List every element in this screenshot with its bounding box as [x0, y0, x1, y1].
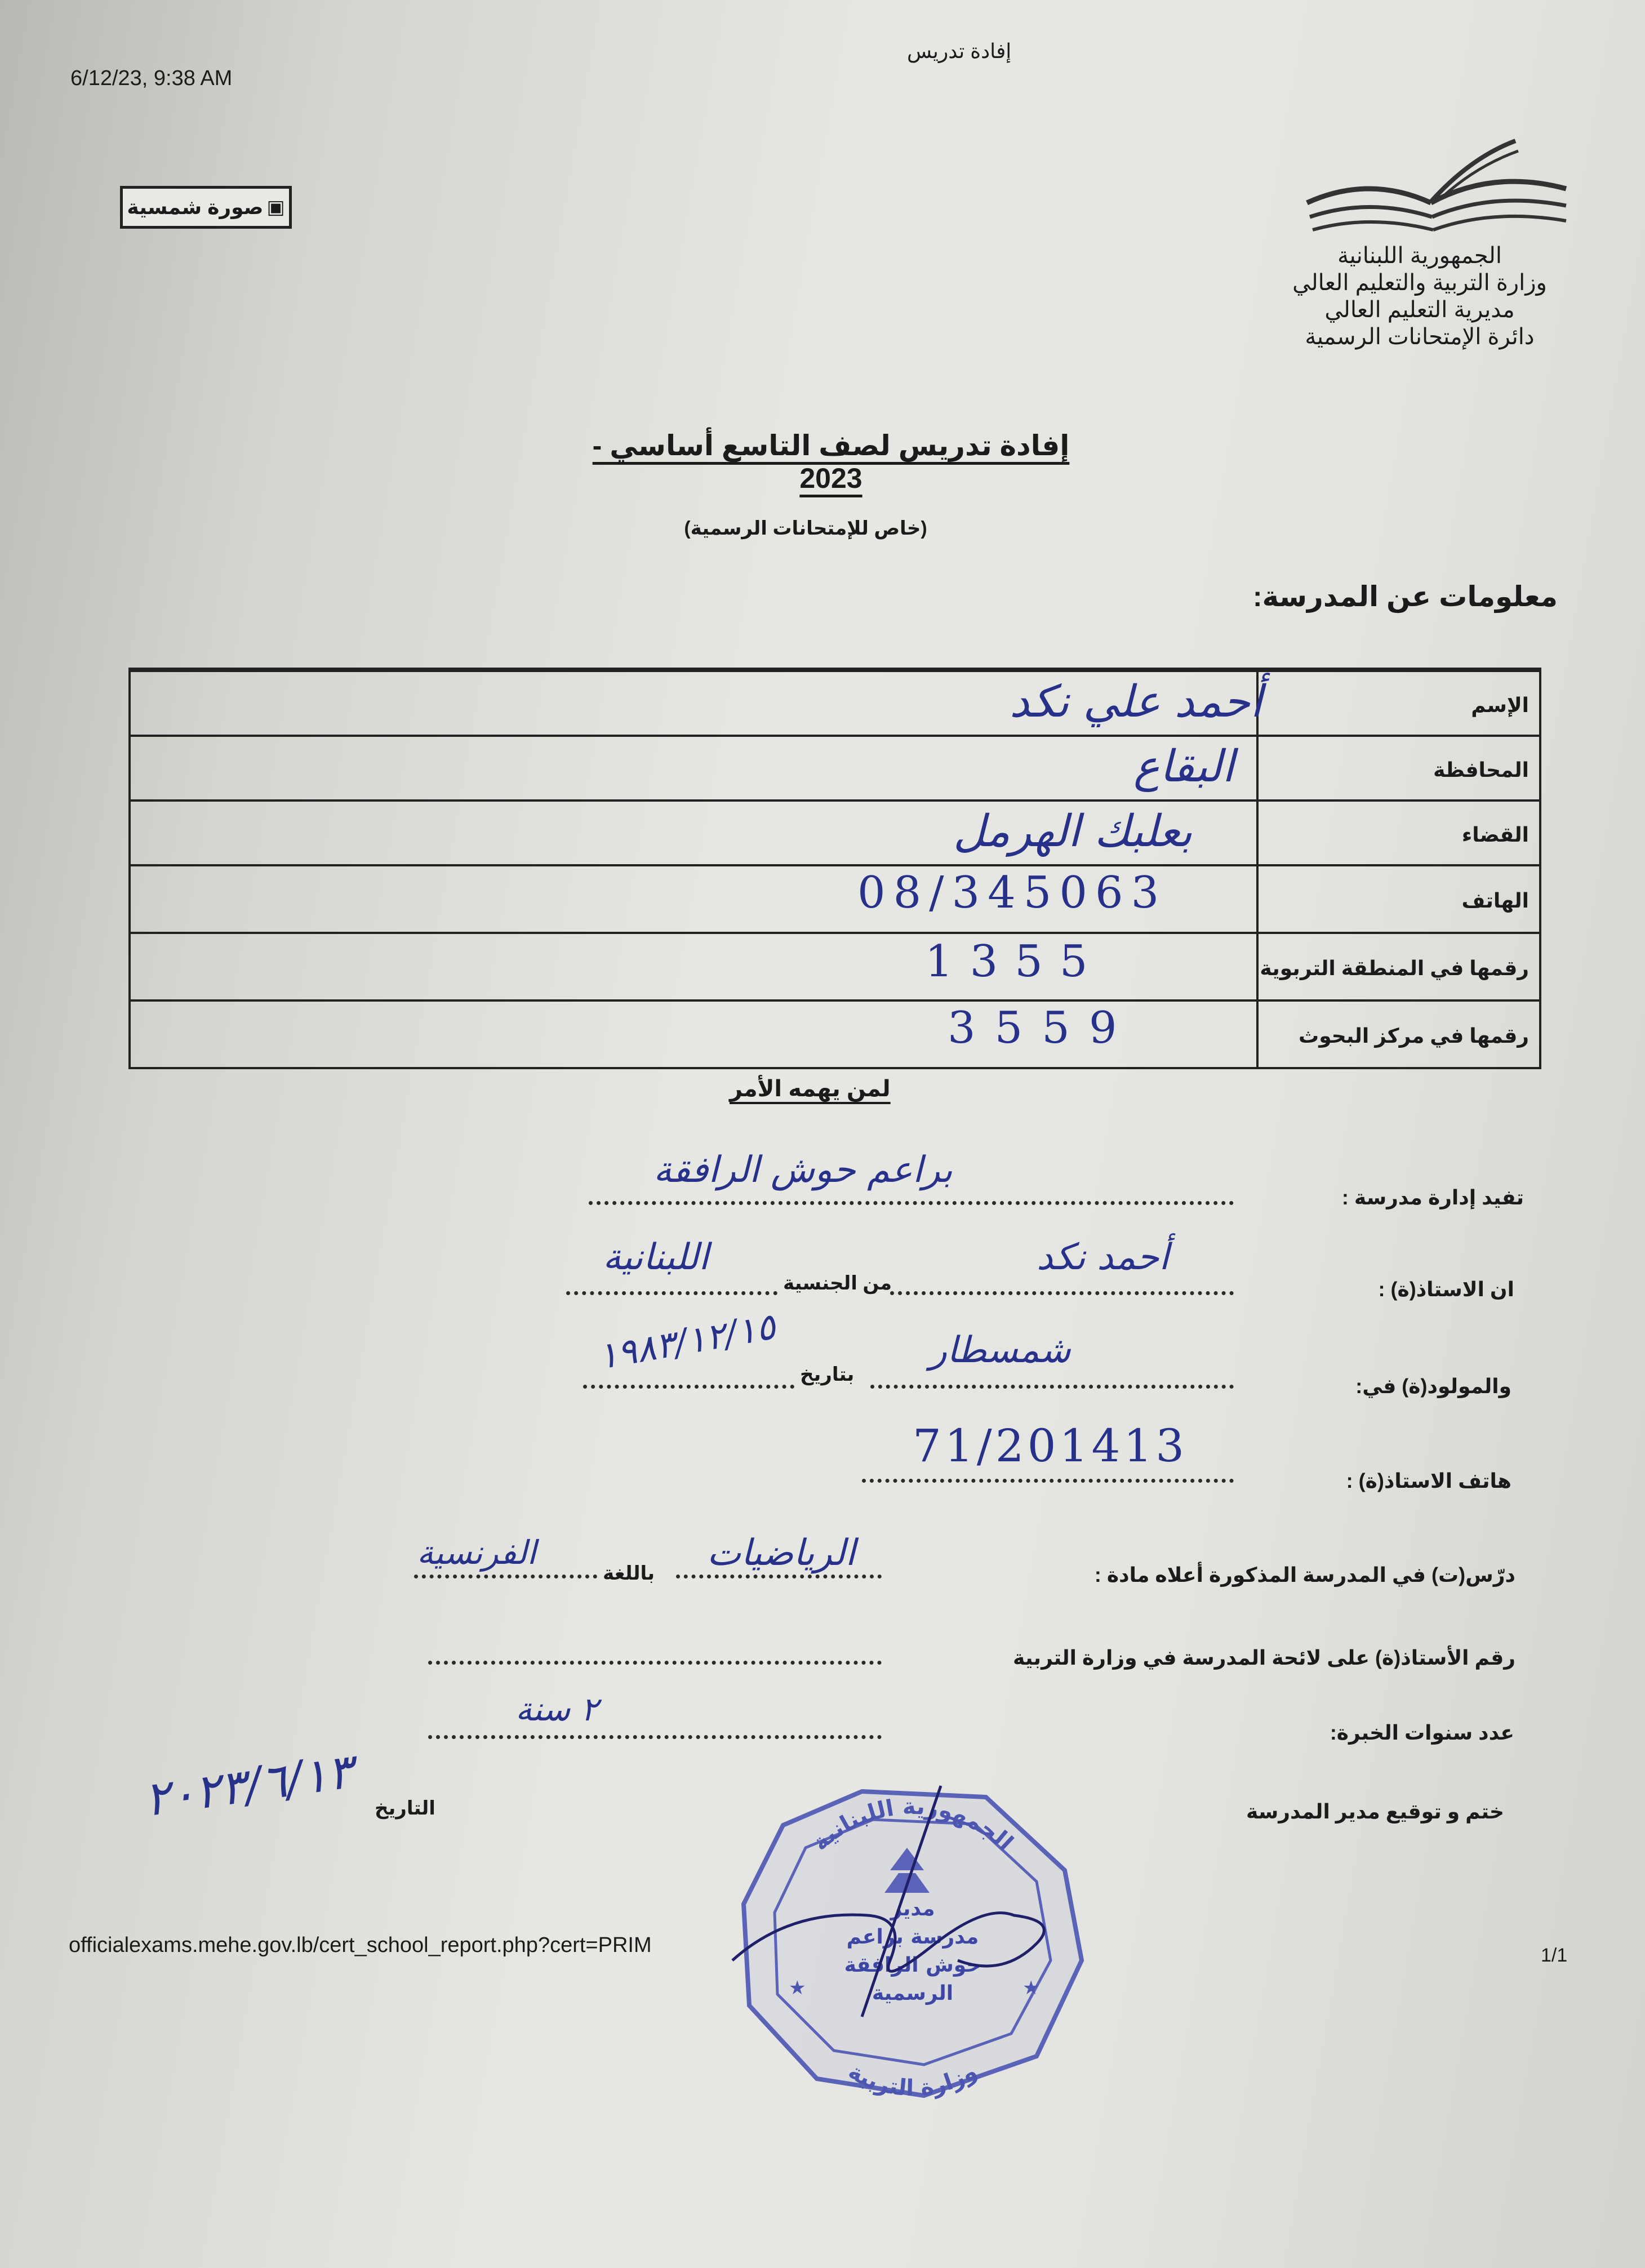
signed-date-value: ٢٠٢٣/٦/١٣ [140, 1743, 357, 1827]
row-value-district: بعلبك الهرمل [953, 806, 1193, 857]
experience-line [428, 1735, 882, 1739]
language-line [414, 1575, 597, 1578]
school-admin-line [589, 1201, 1234, 1205]
row-value-governorate: البقاع [1133, 741, 1234, 792]
stamp-line-3: حوش الرافقة [844, 1954, 981, 1977]
birthdate-line [583, 1385, 794, 1389]
table-row [131, 999, 1539, 1068]
row-value-edu-region-number: 1355 [925, 936, 1105, 987]
birthplace-value: شمسطار [930, 1329, 1071, 1371]
school-admin-value: براعم حوش الرافقة [653, 1149, 953, 1191]
birthplace-label: والمولود(ة) في: [1355, 1375, 1511, 1398]
table-row [131, 799, 1539, 866]
print-page-title: إفادة تدريس [907, 39, 1012, 63]
ministry-line-directorate: مديرية التعليم العالي [1324, 297, 1515, 322]
teacher-phone-value: 71/201413 [913, 1420, 1188, 1472]
teacher-label: ان الاستاذ(ة) : [1378, 1278, 1514, 1301]
subject-line [676, 1575, 882, 1578]
birthdate-label: بتاريخ [800, 1364, 855, 1385]
row-value-research-center-number: 3559 [948, 1003, 1136, 1053]
nationality-label: من الجنسية [783, 1273, 892, 1294]
row-label-name: الإسم [1471, 693, 1529, 717]
teacher-value: أحمد نكد [1037, 1237, 1170, 1278]
principal-signature-label: ختم و توقيع مدير المدرسة [1246, 1800, 1504, 1823]
row-label-phone: الهاتف [1461, 889, 1529, 912]
row-value-name: أحمد علي نكد [1010, 677, 1262, 727]
ministry-line-ministry: وزارة التربية والتعليم العالي [1292, 270, 1547, 295]
photo-placeholder [120, 186, 292, 229]
nationality-value: اللبنانية [603, 1237, 709, 1278]
stamp-line-2: مدرسة براعم [846, 1925, 979, 1949]
birthdate-value: ١٩٨٣/١٢/١٥ [594, 1305, 779, 1378]
registry-number-label: رقم الأستاذ(ة) على لائحة المدرسة في وزارة التربية [1013, 1646, 1515, 1669]
ministry-header [1273, 242, 1566, 350]
language-label: باللغة [603, 1563, 655, 1584]
row-label-edu-region-number: رقمها في المنطقة التربوية [1260, 957, 1529, 980]
row-value-phone: 08/345063 [857, 868, 1167, 918]
experience-label: عدد سنوات الخبرة: [1330, 1721, 1514, 1744]
row-label-governorate: المحافظة [1433, 758, 1529, 781]
signed-date-label: التاريخ [375, 1798, 435, 1819]
photo-icon: ▣ [266, 197, 285, 218]
stamp-star-icon: ★ [789, 1977, 806, 1999]
print-timestamp: 6/12/23, 9:38 AM [70, 66, 233, 90]
ministry-line-republic: الجمهورية اللبنانية [1337, 243, 1502, 268]
school-info-table [128, 668, 1541, 1069]
row-label-research-center-number: رقمها في مركز البحوث [1299, 1024, 1529, 1047]
print-page-number: 1/1 [1541, 1945, 1568, 1966]
table-row [131, 932, 1539, 1002]
registry-number-line [428, 1661, 882, 1665]
table-row [131, 670, 1539, 737]
document-subtitle: (خاص للإمتحانات الرسمية) [684, 518, 927, 539]
stamp-bottom-text: وزارة التربية [843, 2058, 982, 2102]
school-admin-label: تفيد إدارة مدرسة : [1341, 1186, 1524, 1209]
school-info-heading: معلومات عن المدرسة: [1252, 581, 1558, 612]
stamp-star-icon: ★ [1022, 1977, 1040, 1999]
ministry-book-logo [1301, 135, 1572, 242]
stamp-line-4: الرسمية [872, 1982, 954, 2005]
table-row [131, 735, 1539, 802]
row-label-district: القضاء [1461, 823, 1529, 846]
table-row [131, 864, 1539, 934]
official-school-stamp [721, 1775, 1104, 2107]
language-value: الفرنسية [417, 1533, 536, 1572]
to-whom-it-may-concern: لمن يهمه الأمر [730, 1077, 891, 1101]
teacher-line [890, 1291, 1234, 1295]
subject-value: الرياضيات [707, 1532, 856, 1574]
ministry-line-department: دائرة الإمتحانات الرسمية [1305, 324, 1535, 349]
taught-subject-label: درّس(ت) في المدرسة المذكورة أعلاه مادة : [1094, 1563, 1515, 1586]
birthplace-line [870, 1385, 1234, 1389]
stamp-top-text: الجمهورية اللبنانية [807, 1793, 1019, 1856]
teacher-phone-label: هاتف الاستاذ(ة) : [1346, 1469, 1511, 1492]
print-footer-url: officialexams.mehe.gov.lb/cert_school_report.php?cert=PRIM [69, 1933, 652, 1957]
nationality-line [566, 1291, 777, 1295]
photo-placeholder-label: صورة شمسية [127, 195, 264, 219]
experience-value: ٢ سنة [515, 1690, 598, 1728]
teacher-phone-line [862, 1479, 1234, 1483]
stamp-line-1: مدير [890, 1897, 935, 1920]
document-title: إفادة تدريس لصف التاسع أساسي - 2023 [592, 430, 1070, 494]
